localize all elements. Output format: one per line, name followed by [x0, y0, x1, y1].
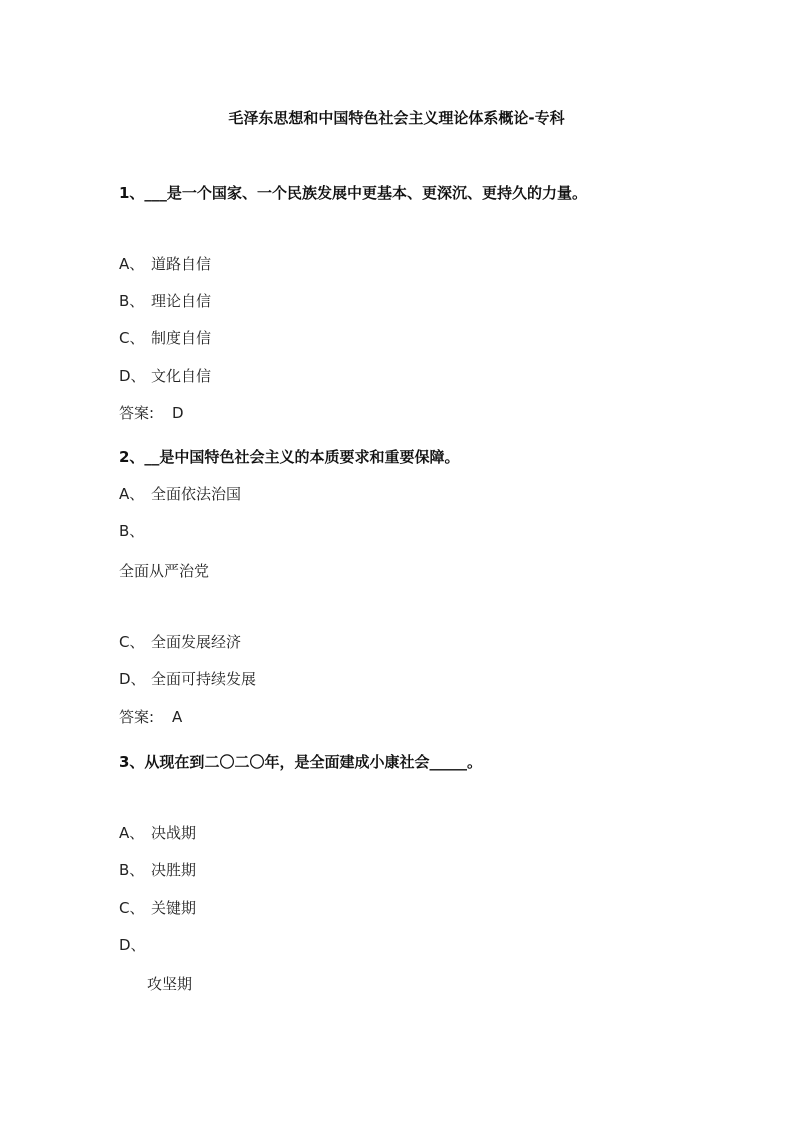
- question-3-option-d-text: 攻坚期: [147, 975, 193, 993]
- question-1-option-c: [119, 331, 211, 346]
- answer-label: 答案:: [119, 708, 155, 726]
- option-text: 道路自信: [151, 255, 212, 273]
- question-3-option-a: [119, 826, 196, 841]
- question-2-answer: [119, 710, 182, 725]
- question-2-stem: 2、__是中国特色社会主义的本质要求和重要保障。: [119, 448, 460, 466]
- question-2-option-c: [119, 635, 241, 650]
- question-2-option-b-text: 全面从严治党: [119, 562, 210, 580]
- question-2-option-a: [119, 487, 241, 502]
- option-text: 制度自信: [151, 329, 212, 347]
- question-3-stem: 3、从现在到二〇二〇年，是全面建成小康社会_____。: [119, 753, 482, 771]
- question-1-option-a: [119, 257, 211, 272]
- option-text: 文化自信: [151, 367, 212, 385]
- option-letter: A、: [119, 255, 145, 273]
- question-2-option-d: [119, 672, 256, 687]
- question-2-option-b-letter: B、: [119, 522, 145, 540]
- question-3-option-d-letter: D、: [119, 936, 146, 954]
- option-letter: B、: [119, 292, 145, 310]
- option-letter: D、: [119, 670, 146, 688]
- question-1-stem: 1、___是一个国家、一个民族发展中更基本、更深沉、更持久的力量。: [119, 184, 587, 202]
- question-1-option-d: [119, 369, 211, 384]
- option-text: 关键期: [151, 899, 197, 917]
- option-text: 全面可持续发展: [151, 670, 257, 688]
- option-text: 决战期: [151, 824, 197, 842]
- option-letter: A、: [119, 824, 145, 842]
- option-letter: C、: [119, 329, 145, 347]
- option-text: 全面发展经济: [151, 633, 242, 651]
- option-letter: C、: [119, 633, 145, 651]
- answer-label: 答案:: [119, 404, 155, 422]
- question-1-answer: [119, 406, 184, 421]
- option-letter: A、: [119, 485, 145, 503]
- question-3-option-b: [119, 863, 196, 878]
- option-letter: D、: [119, 367, 146, 385]
- document-title: 毛泽东思想和中国特色社会主义理论体系概论-专科: [228, 109, 565, 127]
- question-1-option-b: [119, 294, 211, 309]
- answer-value: A: [172, 708, 183, 726]
- option-letter: C、: [119, 899, 145, 917]
- option-text: 决胜期: [151, 861, 197, 879]
- option-text: 全面依法治国: [151, 485, 242, 503]
- answer-value: D: [172, 404, 184, 422]
- option-letter: B、: [119, 861, 145, 879]
- question-3-option-c: [119, 901, 196, 916]
- option-text: 理论自信: [151, 292, 212, 310]
